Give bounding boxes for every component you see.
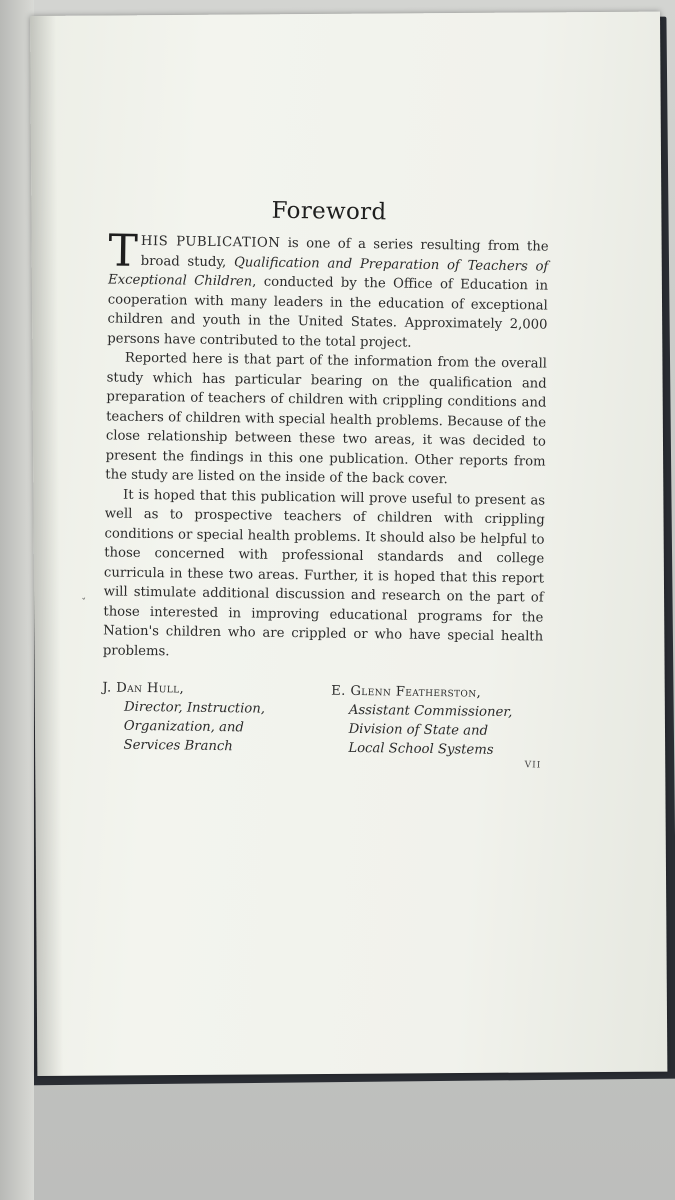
- paragraph-1-text-a: is one of a series resulting from the broad study,: [140, 235, 549, 270]
- page-number: VII: [524, 760, 542, 771]
- signature-right: [330, 682, 542, 761]
- signatures: [101, 678, 542, 760]
- signature-left-title: Director, Instruction, Organization, and Services Branch: [123, 699, 266, 755]
- signature-right-title: Assistant Commissioner, Division of State and Local School Systems: [348, 702, 513, 758]
- drop-cap: T: [108, 225, 139, 277]
- paragraph-1-lead: HIS PUBLICATION: [140, 233, 281, 251]
- signature-right-name: E. Glenn Featherston,: [331, 683, 482, 701]
- paragraph-1: [107, 225, 549, 354]
- book-page: [30, 12, 667, 1076]
- study-title: Qualification and Preparation of Teachers of Exceptional Children: [107, 254, 549, 290]
- signature-left: [101, 678, 313, 757]
- book-binding-edge: [0, 0, 34, 1200]
- paragraph-2: Reported here is that part of the information from the overall study which has particular bearing on the qualification and preparation of teachers of children with crippling conditions and teachers of children with special health problems. Because of the close relationship between these two areas, it was decided to present the findings in this one publication. Other reports from the study are listed on the inside of the back cover.: [105, 350, 548, 488]
- paragraph-1-text-b: , conducted by the Office of Education in cooperation with many leaders in the education of exceptional children and youth in the United States. Approximately 2,000 persons have contributed to the total project.: [107, 274, 549, 351]
- page-content: [101, 195, 549, 776]
- signature-left-name: J. Dan Hull,: [102, 680, 185, 697]
- page-title: Foreword: [271, 197, 387, 226]
- paragraph-3: It is hoped that this publication will prove useful to present as well as to prospective teachers of children with crippling conditions or special health problems. It should also be helpful to those concerned with professional standards and college curricula in these two areas. Further, it is hoped that this report will stimulate additional discussion and research on the part of those interested in improving educational programs for the Nation's children who are crippled or who have special health problems.: [102, 487, 546, 659]
- margin-mark: ˇ: [81, 597, 89, 609]
